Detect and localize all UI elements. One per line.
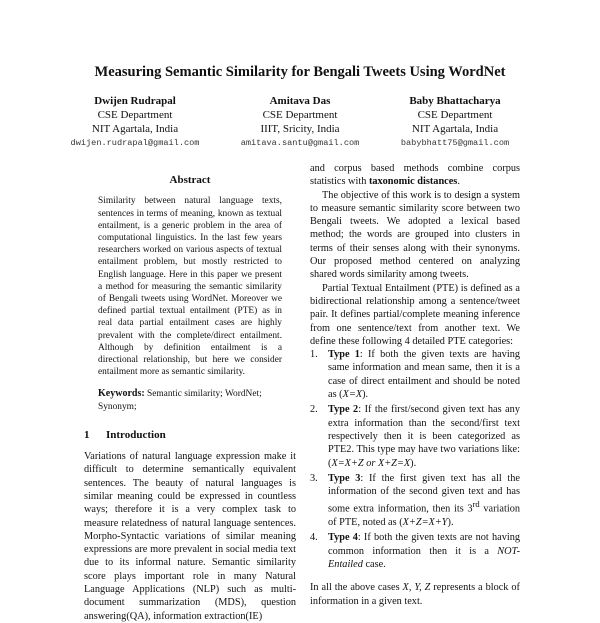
author-inst: NIT Agartala, India <box>411 123 499 135</box>
closing-text-b: represents a block of information in a given text. <box>310 582 520 607</box>
closing-text-a: In all the above cases <box>310 582 403 594</box>
item-number: 4. <box>310 532 318 544</box>
item-number: 2. <box>310 404 318 416</box>
author-dept: CSE Department <box>262 109 338 121</box>
author-name: Amitava Das <box>269 95 331 107</box>
type-formula: X=X+Z or X+Z=X <box>331 457 411 469</box>
type-name: Type 2 <box>328 404 359 416</box>
closing-vars: X, Y, Z <box>402 582 431 594</box>
keywords <box>98 388 282 412</box>
continued-paragraph <box>310 162 520 189</box>
type-formula: NOT-Entailed <box>328 545 520 571</box>
type-desc: : If both the given texts are not having common information then it is a <box>328 532 520 557</box>
keywords-text: Semantic similarity; WordNet; Synonym; <box>98 389 262 412</box>
intro-paragraph: Variations of natural language expression make it difficult to determine semantically equivalent sentences. The beauty of natural languages is similar meaning could be expressed in countless ways; therefore it is a very complex task to measure relatedness of natural language sentences. Morpho-Syntactic variations of similar meaning expressions are more prevalent in social media text due to its informal nature. Semantic similarity score plays important role in many Natural Language Applications (NLP) such as multi-document summarization (MDS), question answering(QA), information extraction(IE) <box>84 451 296 622</box>
abstract-heading: Abstract <box>169 174 211 186</box>
author-3 <box>360 94 550 150</box>
type-desc: : If the first given text has all the information of the second given text and has some extra information, then its 3 <box>328 472 520 515</box>
left-column <box>84 162 296 623</box>
type-desc-2: variation of PTE, noted as ( <box>328 503 521 529</box>
author-1 <box>40 94 230 150</box>
item-number: 3. <box>310 472 318 484</box>
right-column <box>310 162 520 608</box>
author-email: dwijen.rudrapal@gmail.com <box>70 138 200 148</box>
pte-type-list <box>310 348 520 571</box>
abstract-text: Similarity between natural language texts, sentences in terms of meaning, known as textual entailment, is a generic problem in the area of computational linguistics. In the last few years researchers worked on various aspects of textual entailment problem, but mostly restricted to English language. Here in this paper we present a method for measuring the semantic similarity of Bengali tweets using WordNet. Moreover we defined partial textual entailment (PTE) as in real data partial entailment cases are highly prevalent with the complete/direct entailment. Although by definition entailment is a directional relationship, but here we consider entailment more as semantic similarity. <box>98 196 282 378</box>
author-name: Dwijen Rudrapal <box>94 95 176 107</box>
author-name: Baby Bhattacharya <box>409 95 501 107</box>
type-formula: X=X <box>342 389 363 401</box>
pte-type-item <box>310 531 520 571</box>
type-end: ). <box>447 517 454 529</box>
item-number: 1. <box>310 349 318 361</box>
type-sup: rd <box>472 499 480 510</box>
cont-bold: taxonomic distances <box>368 176 458 188</box>
paper-title: Measuring Semantic Similarity for Bengali Tweets Using WordNet <box>94 64 506 80</box>
author-dept: CSE Department <box>97 109 173 121</box>
type-end: case. <box>362 559 386 571</box>
author-email: amitava.santu@gmail.com <box>240 138 360 148</box>
type-formula: X+Z=X+Y <box>402 517 448 529</box>
author-inst: NIT Agartala, India <box>91 123 179 135</box>
section-title: Introduction <box>106 428 166 441</box>
author-inst: IIIT, Sricity, India <box>260 123 340 135</box>
type-name: Type 1 <box>328 349 360 361</box>
cont-text: and corpus based methods combine corpus statistics with <box>310 163 520 188</box>
section-number: 1 <box>84 428 90 441</box>
objective-paragraph: The objective of this work is to design a system to measure semantic similarity score between two Bengali tweets. We adopted a lexical based method; the words are grouped into clusters in terms of their senses along with their synonyms. Our proposed method centered on analyzing shared words similarity among tweets. <box>310 189 520 281</box>
type-name: Type 3 <box>328 472 361 484</box>
type-name: Type 4 <box>328 532 358 544</box>
closing-paragraph <box>310 581 520 608</box>
pte-type-item <box>310 403 520 469</box>
keywords-label: Keywords: <box>98 388 145 400</box>
section-heading-introduction <box>84 429 296 442</box>
pte-definition-paragraph: Partial Textual Entailment (PTE) is defined as a bidirectional relationship among a sentence/tweet pair. It defines partial/complete meaning inference from one sentence/text from another text. We define these following 4 detailed PTE categories: <box>310 282 520 347</box>
pte-type-item <box>310 348 520 401</box>
type-end: ). <box>362 389 369 401</box>
author-dept: CSE Department <box>417 109 493 121</box>
type-desc: : If the first/second given text has any extra information than the second/first text respectively then it is been categorized as PTE2. This type may have two variations like: ( <box>328 404 520 469</box>
type-end: ). <box>410 457 417 469</box>
cont-end: . <box>457 176 460 188</box>
pte-type-item <box>310 472 520 530</box>
type-desc: : If both the given texts are having same information and mean same, then it is a case of direct entailment and should be noted as ( <box>328 349 520 401</box>
author-email: babybhatt75@gmail.com <box>400 138 510 148</box>
